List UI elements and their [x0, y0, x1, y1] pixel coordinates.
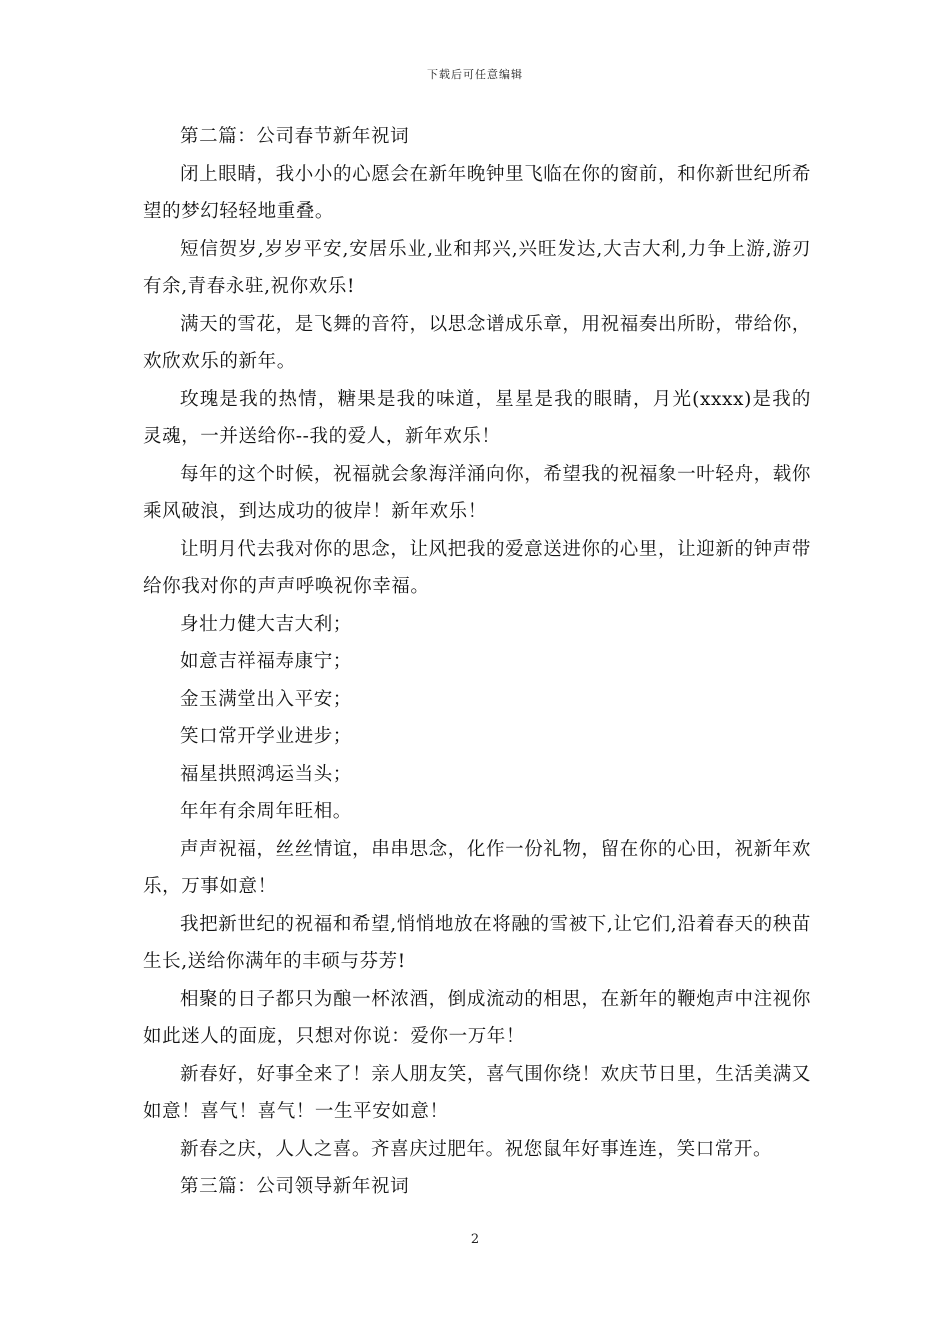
header-note: 下载后可任意编辑 [427, 68, 523, 81]
paragraph: 让明月代去我对你的思念，让风把我的爱意送进你的心里，让迎新的钟声带给你我对你的声声呼唤祝你幸福。 [143, 538, 811, 597]
section-heading: 第三篇：公司领导新年祝词 [180, 1176, 410, 1197]
couplet-line: 如意吉祥福寿康宁； [180, 651, 352, 672]
couplet-line: 金玉满堂出入平安； [180, 688, 352, 710]
paragraph: 声声祝福，丝丝情谊，串串思念，化作一份礼物，留在你的心田，祝新年欢乐，万事如意！ [143, 838, 811, 897]
paragraph: 我把新世纪的祝福和希望,悄悄地放在将融的雪被下,让它们,沿着春天的秧苗生长,送给你满年的丰硕与芬芳! [143, 913, 811, 972]
paragraph: 玫瑰是我的热情，糖果是我的味道，星星是我的眼睛，月光(xxxx)是我的灵魂，一并送给你--我的爱人，新年欢乐！ [143, 388, 811, 447]
document-body [143, 118, 811, 1206]
paragraph: 短信贺岁,岁岁平安,安居乐业,业和邦兴,兴旺发达,大吉大利,力争上游,游刃有余,青春永驻,祝你欢乐! [143, 238, 811, 297]
section-heading: 第二篇：公司春节新年祝词 [180, 126, 410, 147]
paragraph: 每年的这个时候，祝福就会象海洋涌向你，希望我的祝福象一叶轻舟，载你乘风破浪，到达成功的彼岸！新年欢乐！ [143, 463, 811, 522]
couplet-line: 年年有余周年旺相。 [180, 801, 352, 822]
paragraph: 满天的雪花，是飞舞的音符，以思念谱成乐章，用祝福奏出所盼，带给你，欢欣欢乐的新年。 [143, 313, 811, 372]
couplet-line: 福星拱照鸿运当头； [180, 763, 352, 785]
couplet-line: 笑口常开学业进步； [180, 726, 352, 747]
couplet-line: 身壮力健大吉大利； [180, 613, 352, 635]
paragraph: 相聚的日子都只为酿一杯浓酒，倒成流动的相思，在新年的鞭炮声中注视你如此迷人的面庞，只想对你说：爱你一万年！ [143, 988, 811, 1047]
page-number: 2 [470, 1232, 480, 1247]
paragraph: 新春好，好事全来了！亲人朋友笑，喜气围你绕！欢庆节日里，生活美满又如意！喜气！喜气！一生平安如意！ [143, 1063, 811, 1122]
paragraph: 新春之庆，人人之喜。齐喜庆过肥年。祝您鼠年好事连连，笑口常开。 [180, 1138, 773, 1160]
paragraph: 闭上眼睛，我小小的心愿会在新年晚钟里飞临在你的窗前，和你新世纪所希望的梦幻轻轻地重叠。 [143, 163, 811, 222]
